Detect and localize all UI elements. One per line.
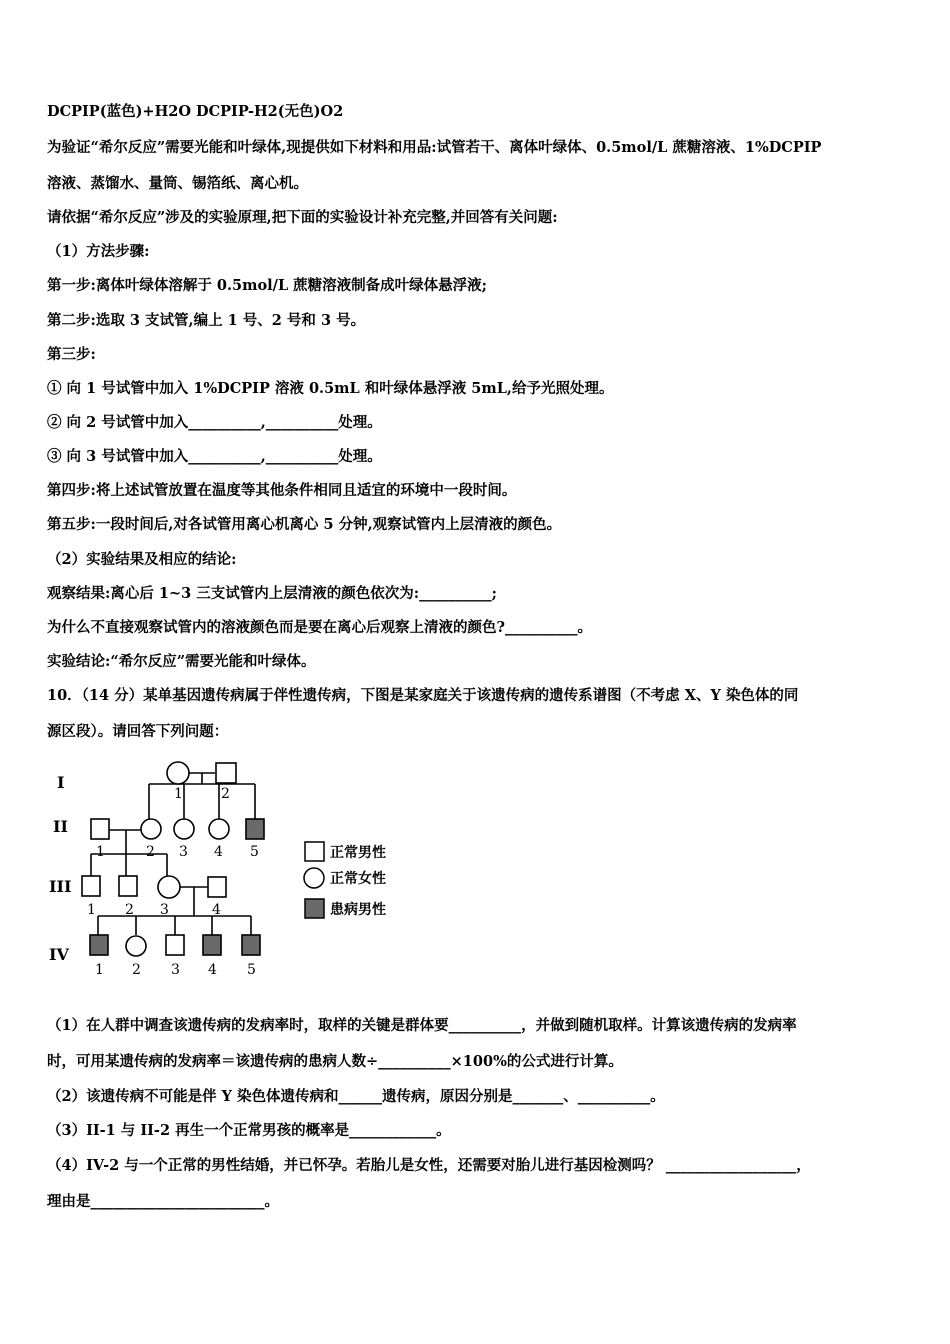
legend-affected-male-label: 患病男性 — [330, 902, 386, 918]
label-III-3: 3 — [160, 902, 169, 918]
line-11: ③ 向 3 号试管中加入__________,__________处理。 — [47, 448, 382, 465]
pedigree-II-5-affected-male — [246, 819, 264, 839]
line-6: 第一步:离体叶绿体溶解于 0.5mol/L 蔗糖溶液制备成叶绿体悬浮液; — [47, 277, 488, 294]
label-II-4: 4 — [214, 844, 223, 860]
question-4-line-2: 理由是________________________。 — [47, 1193, 279, 1210]
label-II-1: 1 — [96, 844, 105, 860]
line-8: 第三步: — [47, 346, 96, 363]
legend-affected-male-symbol — [305, 899, 324, 918]
line-10: ② 向 2 号试管中加入__________,__________处理。 — [47, 414, 382, 431]
legend-normal-female-label: 正常女性 — [330, 871, 386, 887]
pedigree-II-1-normal-male — [91, 819, 109, 839]
label-IV-4: 4 — [208, 962, 217, 978]
line-5: （1）方法步骤: — [47, 243, 150, 260]
generation-label-III: III — [49, 877, 72, 896]
label-II-3: 3 — [179, 844, 188, 860]
pedigree-I-1-normal-female — [167, 762, 189, 784]
pedigree-IV-4-affected-male — [203, 935, 221, 955]
line-15: 观察结果:离心后 1~3 三支试管内上层清液的颜色依次为:__________; — [47, 585, 497, 602]
question-3: （3）II-1 与 II-2 再生一个正常男孩的概率是____________。 — [47, 1122, 451, 1139]
label-I-1: 1 — [174, 786, 183, 802]
legend-normal-female-symbol — [304, 868, 324, 888]
label-IV-5: 5 — [247, 962, 256, 978]
pedigree-IV-3-normal-male — [166, 935, 184, 955]
pedigree-II-4-normal-female — [209, 819, 229, 839]
line-14: （2）实验结果及相应的结论: — [47, 551, 237, 568]
pedigree-II-3-normal-female — [174, 819, 194, 839]
line-13: 第五步:一段时间后,对各试管用离心机离心 5 分钟,观察试管内上层清液的颜色。 — [47, 516, 562, 533]
label-III-4: 4 — [212, 902, 221, 918]
generation-label-I: I — [57, 773, 65, 792]
label-II-5: 5 — [250, 844, 259, 860]
pedigree-I-2-normal-male — [216, 763, 236, 783]
pedigree-III-2-normal-male — [119, 876, 137, 896]
line-16: 为什么不直接观察试管内的溶液颜色而是要在离心后观察上清液的颜色?__________。 — [47, 619, 592, 636]
legend-normal-male-label: 正常男性 — [330, 845, 386, 861]
label-IV-2: 2 — [132, 962, 141, 978]
question-10-line-2: 源区段）。请回答下列问题： — [47, 723, 229, 740]
pedigree-figure — [47, 758, 407, 980]
line-17: 实验结论:“希尔反应”需要光能和叶绿体。 — [47, 653, 316, 670]
pedigree-IV-2-normal-female — [126, 936, 146, 956]
line-7: 第二步:选取 3 支试管,编上 1 号、2 号和 3 号。 — [47, 312, 366, 329]
line-1: DCPIP(蓝色)+H2O DCPIP-H2(无色)O2 — [47, 103, 344, 120]
label-IV-1: 1 — [95, 962, 104, 978]
label-I-2: 2 — [221, 786, 230, 802]
label-II-2: 2 — [146, 844, 155, 860]
label-IV-3: 3 — [171, 962, 180, 978]
line-12: 第四步:将上述试管放置在温度等其他条件相同且适宜的环境中一段时间。 — [47, 482, 517, 499]
pedigree-III-1-normal-male — [82, 876, 100, 896]
pedigree-III-3-normal-female — [158, 876, 180, 898]
question-1-line-2: 时，可用某遗传病的发病率＝该遗传病的患病人数÷__________×100%的公式进行计算。 — [47, 1053, 623, 1070]
question-4-line-1: （4）IV-2 与一个正常的男性结婚，并已怀孕。若胎儿是女性，还需要对胎儿进行基因检测吗？ __________________， — [47, 1157, 811, 1174]
question-10-line-1: 10．（14 分）某单基因遗传病属于伴性遗传病，下图是某家庭关于该遗传病的遗传系谱图（不考虑 X、Y 染色体的同 — [47, 687, 799, 704]
legend-normal-male-symbol — [305, 842, 324, 861]
pedigree-III-4-normal-male — [208, 877, 226, 897]
pedigree-IV-1-affected-male — [90, 935, 108, 955]
generation-label-IV: IV — [49, 945, 69, 964]
question-1-line-1: （1）在人群中调查该遗传病的发病率时，取样的关键是群体要__________，并做到随机取样。计算该遗传病的发病率 — [47, 1017, 797, 1034]
label-III-1: 1 — [87, 902, 96, 918]
pedigree-II-2-normal-female — [141, 819, 161, 839]
line-2: 为验证“希尔反应”需要光能和叶绿体,现提供如下材料和用品:试管若干、离体叶绿体、0.5mol/L 蔗糖溶液、1%DCPIP — [47, 139, 822, 156]
generation-label-II: II — [53, 817, 68, 836]
line-3: 溶液、蒸馏水、量筒、锡箔纸、离心机。 — [47, 175, 308, 192]
line-9: ① 向 1 号试管中加入 1%DCPIP 溶液 0.5mL 和叶绿体悬浮液 5mL,给予光照处理。 — [47, 380, 614, 397]
label-III-2: 2 — [125, 902, 134, 918]
line-4: 请依据“希尔反应”涉及的实验原理,把下面的实验设计补充完整,并回答有关问题: — [47, 209, 558, 226]
pedigree-IV-5-affected-male — [242, 935, 260, 955]
question-2: （2）该遗传病不可能是伴 Y 染色体遗传病和______遗传病，原因分别是_______、__________。 — [47, 1088, 665, 1105]
